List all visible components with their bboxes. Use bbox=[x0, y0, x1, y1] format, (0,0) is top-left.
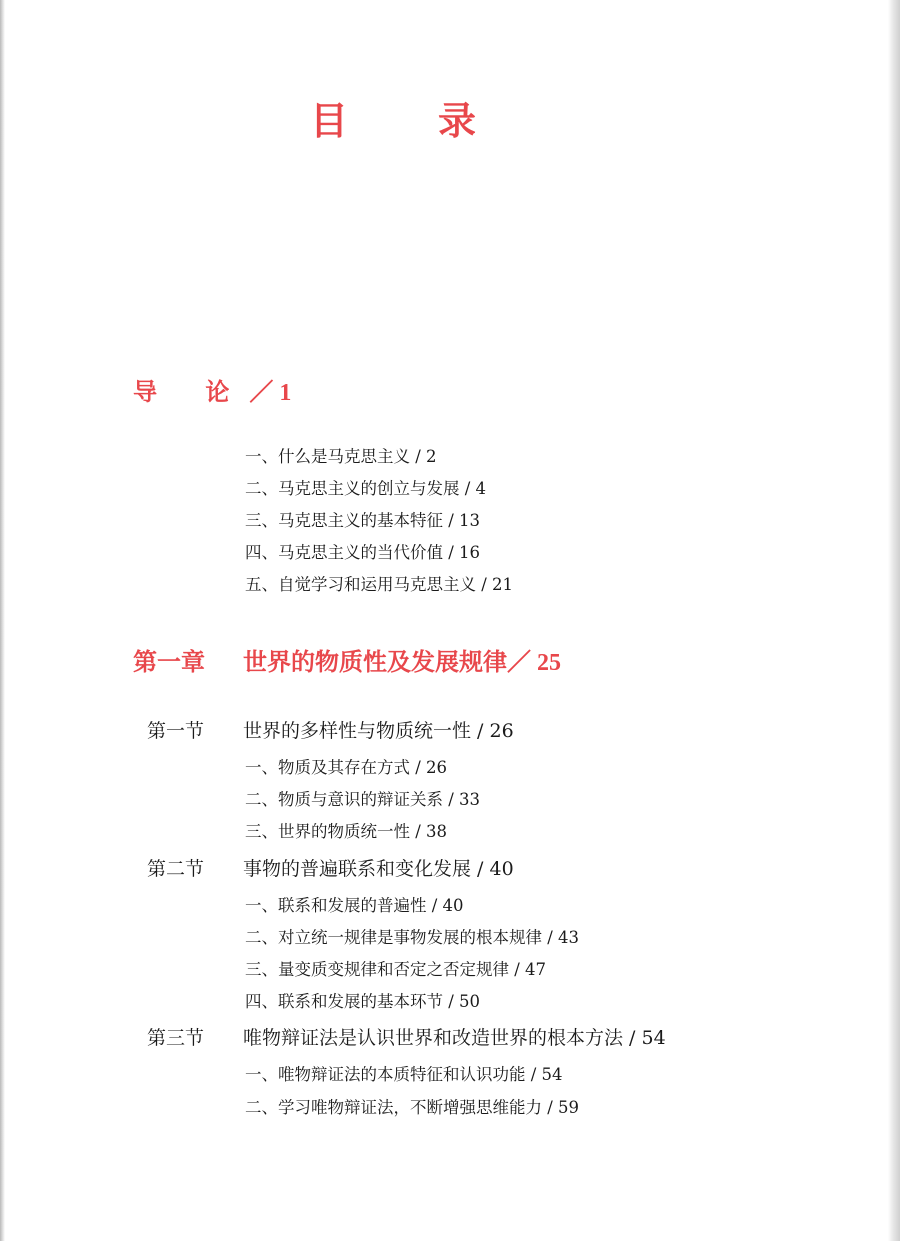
intro-label: 导 论 bbox=[133, 377, 250, 406]
section-number: 第一节 bbox=[147, 720, 205, 742]
toc-entry-s1-1[interactable]: 一、物质及其存在方式 / 26 bbox=[245, 758, 448, 777]
section-title: 唯物辩证法是认识世界和改造世界的根本方法 / 54 bbox=[243, 1027, 666, 1049]
toc-entry-intro-1[interactable]: 一、什么是马克思主义 / 2 bbox=[245, 447, 437, 466]
chapter1-title: 世界的物质性及发展规律 bbox=[243, 647, 507, 676]
section-title: 世界的多样性与物质统一性 / 26 bbox=[243, 720, 514, 742]
toc-section-3[interactable] bbox=[147, 1023, 666, 1050]
scan-edge-left bbox=[0, 0, 5, 1241]
toc-entry-s2-1[interactable]: 一、联系和发展的普遍性 / 40 bbox=[245, 896, 464, 915]
toc-entry-intro-4[interactable]: 四、马克思主义的当代价值 / 16 bbox=[245, 543, 481, 562]
section-title: 事物的普遍联系和变化发展 / 40 bbox=[243, 858, 514, 880]
toc-entry-s2-2[interactable]: 二、对立统一规律是事物发展的根本规律 / 43 bbox=[245, 928, 580, 947]
toc-entry-s1-2[interactable]: 二、物质与意识的辩证关系 / 33 bbox=[245, 790, 481, 809]
toc-entry-s2-3[interactable]: 三、量变质变规律和否定之否定规律 / 47 bbox=[245, 960, 547, 979]
scan-edge-right bbox=[888, 0, 900, 1241]
toc-entry-intro-5[interactable]: 五、自觉学习和运用马克思主义 / 21 bbox=[245, 575, 514, 594]
toc-entry-s3-1[interactable]: 一、唯物辩证法的本质特征和认识功能 / 54 bbox=[245, 1065, 563, 1084]
toc-entry-s3-2[interactable]: 二、学习唯物辩证法，不断增强思维能力 / 59 bbox=[245, 1098, 580, 1117]
toc-entry-intro-3[interactable]: 三、马克思主义的基本特征 / 13 bbox=[245, 511, 481, 530]
section-number: 第二节 bbox=[147, 858, 205, 880]
toc-entry-intro-2[interactable]: 二、马克思主义的创立与发展 / 4 bbox=[245, 479, 487, 498]
toc-section-2[interactable] bbox=[147, 854, 514, 881]
toc-entry-s1-3[interactable]: 三、世界的物质统一性 / 38 bbox=[245, 822, 448, 841]
chapter1-number: 第一章 bbox=[133, 647, 205, 676]
toc-section-1[interactable] bbox=[147, 716, 514, 743]
intro-page: ／ 1 bbox=[249, 380, 292, 406]
toc-title: 目 录 bbox=[310, 98, 503, 143]
chapter1-heading[interactable] bbox=[133, 642, 561, 677]
section-number: 第三节 bbox=[147, 1027, 205, 1049]
intro-heading[interactable] bbox=[133, 372, 291, 407]
toc-entry-s2-4[interactable]: 四、联系和发展的基本环节 / 50 bbox=[245, 992, 481, 1011]
chapter1-page: ／ 25 bbox=[507, 650, 561, 676]
